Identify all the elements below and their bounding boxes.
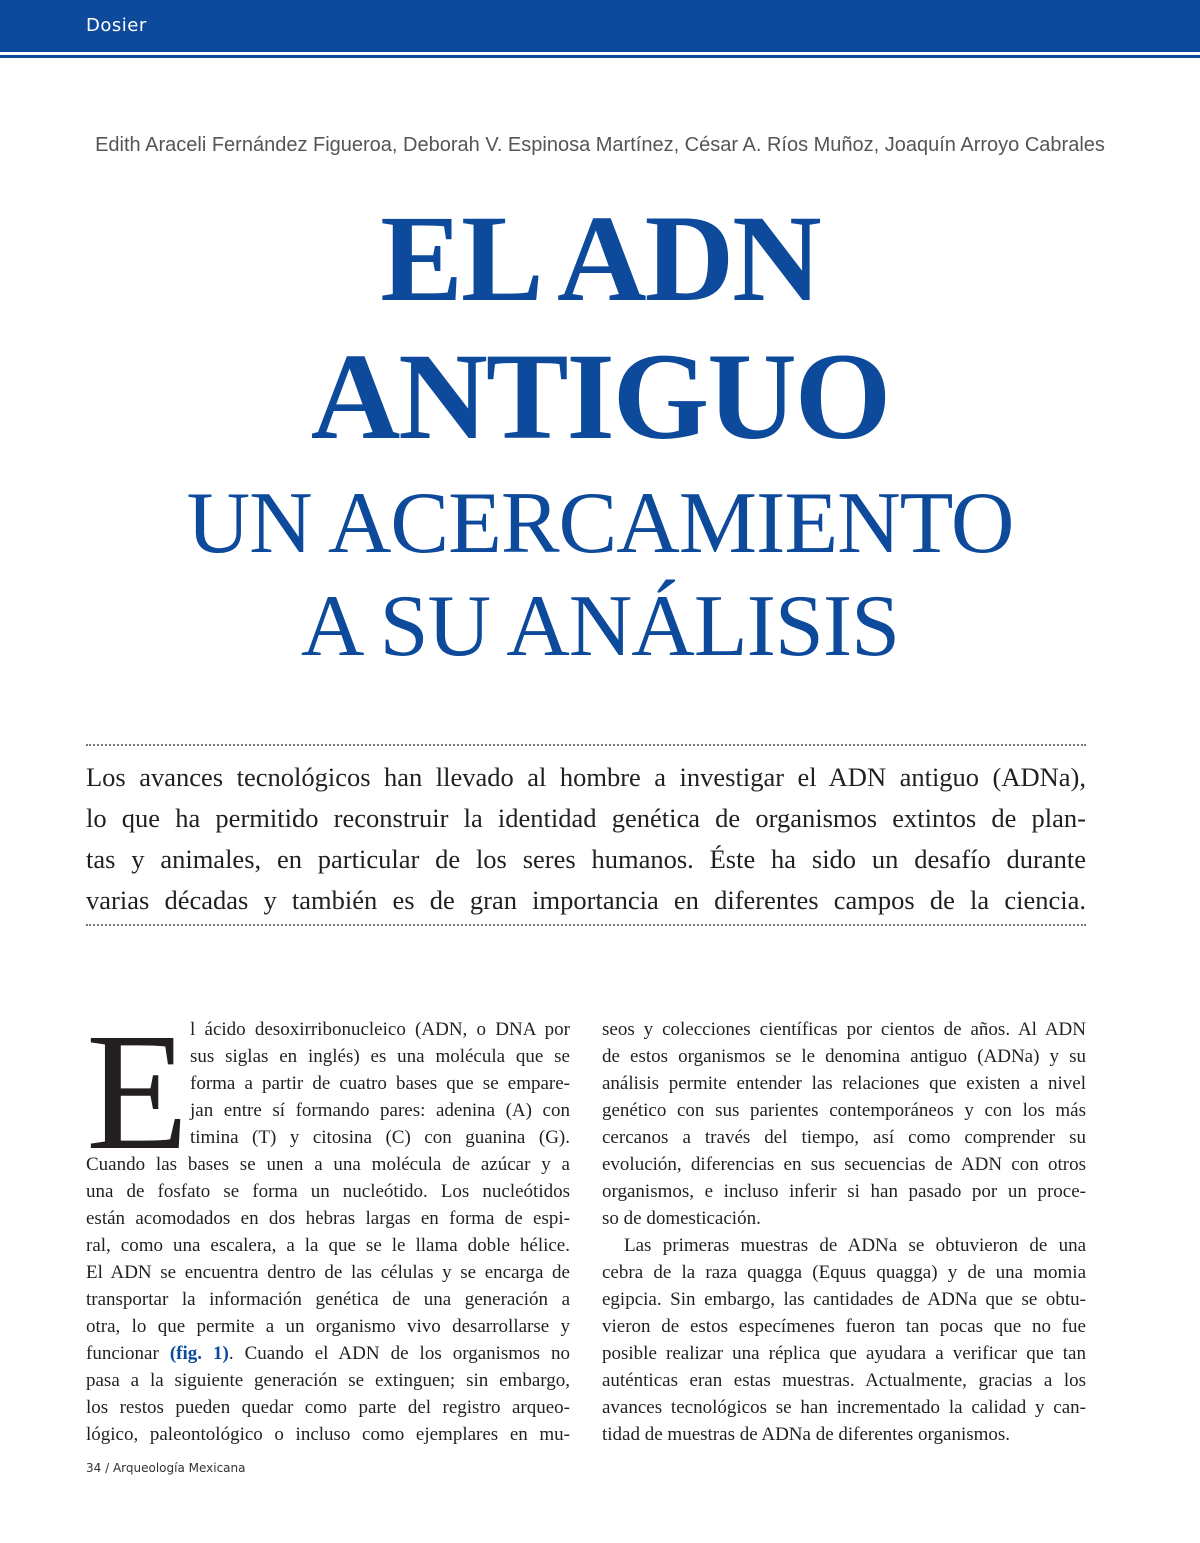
body-line: pasa a la siguiente generación se extinguen; sin embargo, xyxy=(86,1370,570,1391)
title-line-1: EL ADN xyxy=(380,190,820,327)
lead-line: tas y animales, en particular de los seres humanos. Éste ha sido un desafío durante xyxy=(86,844,1086,874)
subtitle-line-2: A SU ANÁLISIS xyxy=(300,578,900,675)
dotted-divider-top xyxy=(86,744,1086,746)
body-line-with-figure-ref xyxy=(86,1340,570,1367)
body-line: egipcia. Sin embargo, las cantidades de ADNa que se obtu- xyxy=(602,1289,1086,1310)
body-text: funcionar xyxy=(86,1343,159,1364)
body-line: avances tecnológicos se han incrementado la calidad y can- xyxy=(602,1397,1086,1418)
body-line: Cuando las bases se unen a una molécula de azúcar y a xyxy=(86,1154,570,1175)
authors: Edith Araceli Fernández Figueroa, Deborah V. Espinosa Martínez, César A. Ríos Muñoz, Joaquín Arroyo Cabrales xyxy=(95,134,1105,156)
body-line: una de fosfato se forma un nucleótido. Los nucleótidos xyxy=(86,1181,570,1202)
body-line: cercanos a través del tiempo, así como comprender su xyxy=(602,1127,1086,1148)
lead-paragraph xyxy=(86,757,1086,921)
lead-line: Los avances tecnológicos han llevado al hombre a investigar el ADN antiguo (ADNa), xyxy=(86,762,1086,792)
body-line: El ADN se encuentra dentro de las células y se encarga de xyxy=(86,1262,570,1283)
body-line: genético con sus parientes contemporáneos y con los más xyxy=(602,1100,1086,1121)
dotted-divider-bottom xyxy=(86,924,1086,926)
lead-line: varias décadas y también es de gran importancia en diferentes campos de la ciencia. xyxy=(86,885,1086,915)
section-label: Dosier xyxy=(86,15,147,36)
subtitle-line-1: UN ACERCAMIENTO xyxy=(186,475,1014,572)
figure-1-link[interactable]: (fig. 1) xyxy=(169,1343,229,1364)
drop-cap: E xyxy=(86,999,189,1185)
lead-line: lo que ha permitido reconstruir la identidad genética de organismos extintos de plan- xyxy=(86,803,1086,833)
body-line: ral, como una escalera, a la que se le llama doble hélice. xyxy=(86,1235,570,1256)
body-line: los restos pueden quedar como parte del registro arqueo- xyxy=(86,1397,570,1418)
title-line-2: ANTIGUO xyxy=(310,328,890,465)
body-line: de estos organismos se le denomina antiguo (ADNa) y su xyxy=(602,1046,1086,1067)
body-line: auténticas eran estas muestras. Actualmente, gracias a los xyxy=(602,1370,1086,1391)
body-line: cebra de la raza quagga (Equus quagga) y de una momia xyxy=(602,1262,1086,1283)
top-banner xyxy=(0,0,1200,52)
body-line: jan entre sí formando pares: adenina (A) con xyxy=(190,1100,570,1121)
body-text: . Cuando el ADN de los organismos no xyxy=(228,1343,570,1364)
body-line: evolución, diferencias en sus secuencias de ADN con otros xyxy=(602,1154,1086,1175)
page-footer: 34 / Arqueología Mexicana xyxy=(86,1461,246,1475)
body-line: transportar la información genética de una generación a xyxy=(86,1289,570,1310)
body-line: tidad de muestras de ADNa de diferentes organismos. xyxy=(602,1424,1011,1445)
body-line: están acomodados en dos hebras largas en forma de espi- xyxy=(86,1208,570,1229)
body-line: timina (T) y citosina (C) con guanina (G). xyxy=(190,1127,570,1148)
body-line: sus siglas en inglés) es una molécula que se xyxy=(190,1046,570,1067)
body-column-2 xyxy=(602,1016,1086,1448)
body-line: l ácido desoxirribonucleico (ADN, o DNA por xyxy=(190,1019,570,1040)
body-line: forma a partir de cuatro bases que se empare- xyxy=(190,1073,570,1094)
body-line: seos y colecciones científicas por cientos de años. Al ADN xyxy=(602,1019,1086,1040)
body-line: análisis permite entender las relaciones que existen a nivel xyxy=(602,1073,1086,1094)
body-line: organismos, e incluso inferir si han pasado por un proce- xyxy=(602,1181,1086,1202)
body-line: lógico, paleontológico o incluso como ejemplares en mu- xyxy=(86,1424,570,1445)
body-line: so de domesticación. xyxy=(602,1208,761,1229)
body-line: posible realizar una réplica que ayudara a verificar que tan xyxy=(602,1343,1086,1364)
body-line: vieron de estos especímenes fueron tan pocas que no fue xyxy=(602,1316,1086,1337)
body-column-1 xyxy=(86,1016,570,1448)
body-line: otra, lo que permite a un organismo vivo desarrollarse y xyxy=(86,1316,570,1337)
body-line: Las primeras muestras de ADNa se obtuvieron de una xyxy=(624,1235,1086,1256)
